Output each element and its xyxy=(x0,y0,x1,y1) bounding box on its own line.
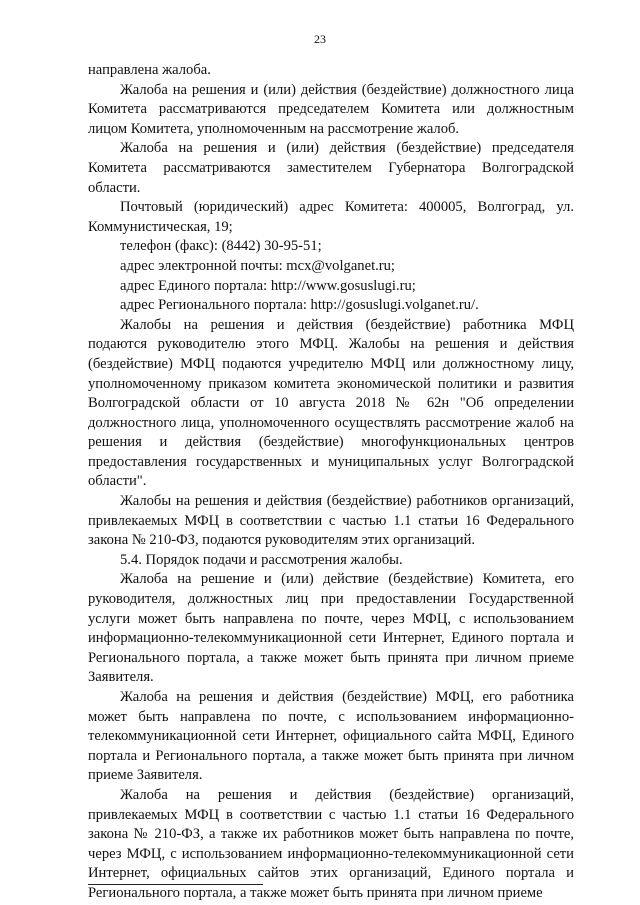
document-body xyxy=(88,61,574,904)
paragraph-complaint-chairman: Жалоба на решения и (или) действия (бездействие) председателя Комитета рассматриваются заместителем Губернатора Волгоградской области. xyxy=(88,140,574,196)
contact-regional-portal: адрес Регионального портала: http://gosuslugi.volganet.ru/. xyxy=(120,297,479,314)
paragraph-postal-address: Почтовый (юридический) адрес Комитета: 400005, Волгоград, ул. Коммунистическая, 19; xyxy=(88,199,574,235)
paragraph-organizations-submission: Жалоба на решения и действия (бездействие) организаций, привлекаемых МФЦ в соответствии с частью 1.1 статьи 16 Федерального закона № 210-ФЗ, а также их работников может быть направлена по почте, через МФЦ, с использованием информационно-телекоммуникационной сети Интернет, официальных сайтов этих организаций, Единого портала и Регионального портала, а также может быть принята при личном приеме xyxy=(88,786,574,901)
paragraph-complaint-official: Жалоба на решения и (или) действия (бездействие) должностного лица Комитета рассматриваются председателем Комитета или должностным лицом Комитета, уполномоченным на рассмотрение жалоб. xyxy=(88,81,574,137)
paragraph-mfc-submission: Жалоба на решения и действия (бездействие) МФЦ, его работника может быть направлена по почте, с использованием информационно-телекоммуникационной сети Интернет, официального сайта МФЦ, Единого портала и Регионального портала, а также может быть принята при личном приеме Заявителя. xyxy=(88,689,574,784)
contact-email: адрес электронной почты: mcx@volganet.ru; xyxy=(120,257,395,274)
page-number: 23 xyxy=(314,32,326,46)
footnote-divider xyxy=(88,884,263,885)
contact-phone: телефон (факс): (8442) 30-95-51; xyxy=(120,238,322,255)
contact-unified-portal: адрес Единого портала: http://www.gosuslugi.ru; xyxy=(120,277,416,294)
paragraph-mfc-complaints: Жалобы на решения и действия (бездействие) работника МФЦ подаются руководителю этого МФЦ. Жалобы на решения и действия (бездействие) МФЦ подаются учредителю МФЦ или должностному лицу, уполномоченному приказом комитета экономической политики и развития Волгоградской области от 10 августа 2018 № 62н "Об определении должностного лица, уполномоченного осуществлять рассмотрение жалоб на решения и действия (бездействие) многофункциональных центров предоставления государственных и муниципальных услуг Волгоградской области". xyxy=(88,316,574,490)
paragraph-organizations-complaints: Жалобы на решения и действия (бездействие) работников организаций, привлекаемых МФЦ в соответствии с частью 1.1 статьи 16 Федерального закона № 210-ФЗ, подаются руководителям этих организаций. xyxy=(88,493,574,549)
paragraph-continuation: направлена жалоба. xyxy=(88,62,211,78)
section-heading-5-4: 5.4. Порядок подачи и рассмотрения жалобы. xyxy=(120,551,403,568)
paragraph-committee-submission: Жалоба на решение и (или) действие (бездействие) Комитета, его руководителя, должностных лиц при предоставлении Государственной услуги может быть направлена по почте, через МФЦ, с использованием информационно-телекоммуникационной сети Интернет, Единого портала и Регионального портала, а также может быть принята при личном приеме Заявителя. xyxy=(88,571,574,686)
